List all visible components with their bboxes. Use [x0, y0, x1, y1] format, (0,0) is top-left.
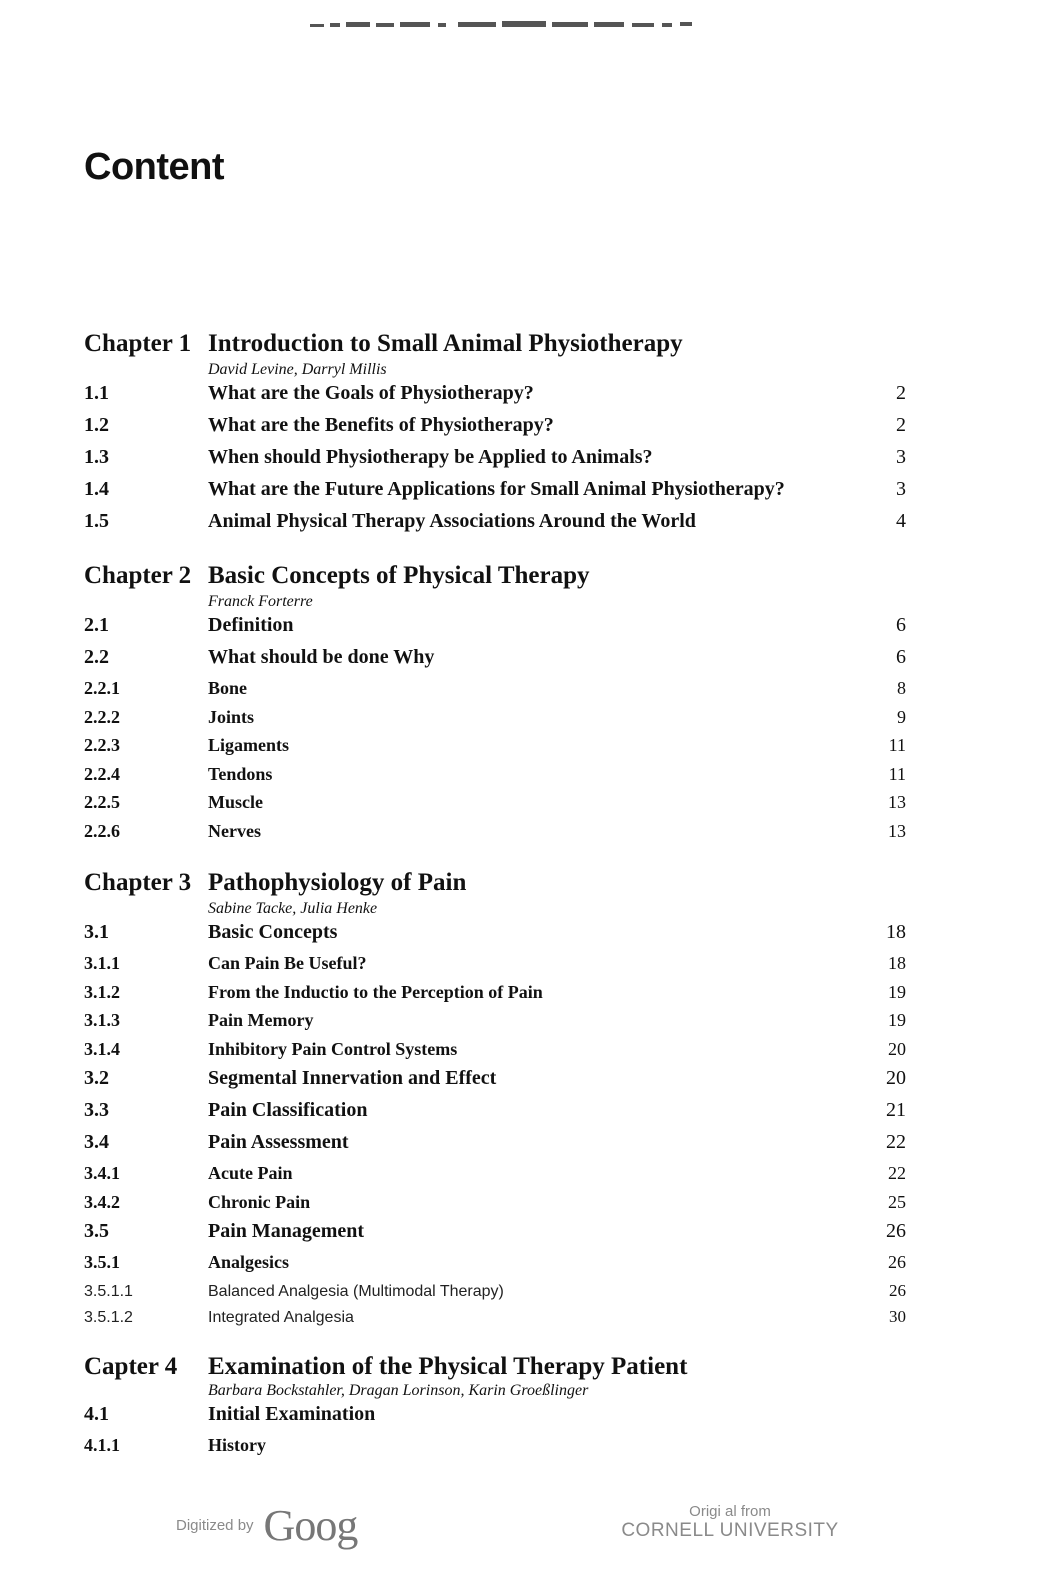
- entry-title: Basic Concepts: [208, 921, 338, 943]
- entry-number: 3.1: [84, 921, 109, 943]
- entry-title: Acute Pain: [208, 1163, 293, 1183]
- toc-entry: [84, 953, 906, 982]
- entry-page-number: 3: [896, 478, 906, 500]
- entry-title: History: [208, 1434, 266, 1455]
- entry-title: Inhibitory Pain Control Systems: [208, 1038, 458, 1059]
- entry-number: 1.2: [84, 414, 109, 436]
- entry-title: Animal Physical Therapy Associations Around the World: [208, 510, 696, 532]
- entry-title: Pain Management: [208, 1220, 365, 1242]
- entry-title: Balanced Analgesia (Multimodal Therapy): [208, 1282, 504, 1300]
- entry-number: 2.1: [84, 614, 109, 636]
- entry-page-number: 20: [888, 1038, 906, 1059]
- toc-entry: [84, 614, 906, 646]
- table-of-contents: [84, 326, 906, 1463]
- entry-page-number: 2: [896, 414, 906, 436]
- chapter-block: [84, 558, 906, 849]
- entry-number: 2.2.3: [84, 735, 120, 755]
- entry-title: Segmental Innervation and Effect: [208, 1067, 497, 1089]
- entry-page-number: 26: [886, 1220, 906, 1242]
- entry-page-number: 2: [896, 382, 906, 404]
- chapter-authors: Franck Forterre: [208, 593, 313, 610]
- entry-page-number: 13: [888, 820, 906, 841]
- toc-entry: [84, 1039, 906, 1068]
- entry-title: Integrated Analgesia: [208, 1308, 354, 1326]
- entry-number: 2.2.5: [84, 792, 120, 812]
- entry-page-number: 18: [886, 921, 906, 943]
- entry-number: 2.2.2: [84, 706, 120, 727]
- chapter-block: [84, 865, 906, 1333]
- chapter-label: Chapter 3: [84, 869, 192, 896]
- entry-page-number: 19: [888, 981, 906, 1002]
- toc-entry: [84, 1010, 906, 1039]
- toc-entry: [84, 1099, 906, 1131]
- entry-title: Muscle: [208, 792, 263, 812]
- entry-number: 3.5.1.2: [84, 1308, 133, 1326]
- entry-number: 3.1.1: [84, 953, 120, 973]
- chapter-spacer: [84, 542, 906, 558]
- chapter-authors: David Levine, Darryl Millis: [208, 361, 387, 378]
- entry-page-number: 6: [896, 646, 906, 668]
- entry-title: From the Inductio to the Perception of Pain: [208, 981, 543, 1002]
- entry-page-number: 30: [889, 1306, 906, 1326]
- entry-number: 2.2.4: [84, 763, 120, 784]
- entry-page-number: 22: [886, 1131, 906, 1153]
- toc-entry: [84, 1435, 906, 1464]
- toc-entry: [84, 1281, 906, 1307]
- digitized-brand: Goog: [263, 1501, 358, 1550]
- entry-page-number: 13: [888, 792, 906, 812]
- entry-number: 3.5: [84, 1220, 109, 1242]
- chapter-spacer: [84, 1333, 906, 1349]
- entry-number: 3.4: [84, 1131, 109, 1153]
- entry-page-number: 18: [888, 953, 906, 973]
- chapter-label: Capter 4: [84, 1352, 178, 1380]
- toc-entry: [84, 1403, 906, 1435]
- entry-title: What are the Benefits of Physiotherapy?: [208, 414, 554, 436]
- entry-title: Nerves: [208, 820, 261, 841]
- entry-number: 3.1.2: [84, 981, 120, 1002]
- entry-number: 3.4.1: [84, 1163, 120, 1183]
- entry-number: 3.2: [84, 1067, 109, 1089]
- institution-name: CORNELL UNIVERSITY: [621, 1520, 839, 1541]
- entry-title: Definition: [208, 614, 294, 636]
- chapter-block: [84, 326, 906, 542]
- chapter-label: Chapter 2: [84, 562, 192, 589]
- chapter-block: [84, 1349, 906, 1464]
- digitized-by-watermark: [176, 1500, 357, 1551]
- entry-page-number: 19: [888, 1010, 906, 1030]
- chapter-label: Chapter 1: [84, 330, 192, 357]
- entry-number: 3.3: [84, 1099, 109, 1121]
- toc-entry: [84, 764, 906, 793]
- entry-page-number: 8: [897, 678, 906, 698]
- toc-entry: [84, 382, 906, 414]
- toc-entry: [84, 1163, 906, 1192]
- toc-entry: [84, 646, 906, 678]
- toc-entry: [84, 821, 906, 850]
- entry-number: 3.1.3: [84, 1010, 120, 1030]
- entry-title: Analgesics: [208, 1252, 289, 1272]
- scan-artifact-top: [0, 16, 1050, 32]
- chapter-spacer: [84, 849, 906, 865]
- entry-title: Pain Classification: [208, 1099, 368, 1121]
- toc-entry: [84, 707, 906, 736]
- entry-title: Pain Assessment: [208, 1131, 349, 1153]
- entry-page-number: 22: [888, 1163, 906, 1183]
- digitized-label: Digitized by: [176, 1517, 254, 1534]
- entry-title: When should Physiotherapy be Applied to Animals?: [208, 446, 653, 468]
- entry-page-number: 9: [897, 706, 906, 727]
- toc-entry: [84, 446, 906, 478]
- entry-number: 4.1: [84, 1402, 109, 1425]
- entry-title: Initial Examination: [208, 1402, 376, 1425]
- entry-title: What are the Future Applications for Small Animal Physiotherapy?: [208, 478, 785, 500]
- entry-number: 3.5.1.1: [84, 1282, 133, 1300]
- entry-number: 3.4.2: [84, 1191, 120, 1212]
- chapter-title: Introduction to Small Animal Physiotherapy: [208, 330, 683, 357]
- entry-number: 2.2.6: [84, 820, 120, 841]
- entry-page-number: 3: [896, 446, 906, 468]
- toc-entry: [84, 921, 906, 953]
- entry-title: Can Pain Be Useful?: [208, 953, 367, 973]
- original-from-watermark: [620, 1503, 840, 1542]
- entry-page-number: 25: [888, 1191, 906, 1212]
- entry-page-number: 26: [888, 1252, 906, 1272]
- toc-entry: [84, 678, 906, 707]
- entry-title: Joints: [208, 706, 255, 727]
- chapter-title: Pathophysiology of Pain: [208, 869, 467, 896]
- toc-entry: [84, 1220, 906, 1252]
- toc-entry: [84, 1131, 906, 1163]
- entry-page-number: 26: [889, 1280, 906, 1300]
- chapter-title: Basic Concepts of Physical Therapy: [208, 562, 590, 589]
- entry-title: Pain Memory: [208, 1010, 314, 1030]
- entry-page-number: 6: [896, 614, 906, 636]
- toc-entry: [84, 414, 906, 446]
- entry-number: 3.5.1: [84, 1252, 120, 1272]
- entry-page-number: 11: [888, 735, 906, 755]
- toc-entry: [84, 510, 906, 542]
- chapter-title: Examination of the Physical Therapy Patient: [208, 1352, 688, 1380]
- entry-number: 1.3: [84, 446, 109, 468]
- entry-title: Tendons: [208, 763, 273, 784]
- entry-page-number: 21: [886, 1099, 906, 1121]
- entry-title: Chronic Pain: [208, 1191, 311, 1212]
- original-label: Origi al from: [689, 1503, 771, 1520]
- entry-number: 1.4: [84, 478, 109, 500]
- entry-number: 4.1.1: [84, 1434, 120, 1455]
- entry-number: 2.2: [84, 646, 109, 668]
- toc-entry: [84, 478, 906, 510]
- entry-number: 1.5: [84, 510, 109, 532]
- chapter-authors: Barbara Bockstahler, Dragan Lorinson, Karin Groeßlinger: [208, 1381, 589, 1399]
- entry-page-number: 11: [888, 763, 906, 784]
- toc-entry: [84, 1067, 906, 1099]
- entry-title: What should be done Why: [208, 646, 435, 668]
- chapter-authors: Sabine Tacke, Julia Henke: [208, 900, 378, 917]
- entry-number: 2.2.1: [84, 678, 120, 698]
- entry-title: Bone: [208, 678, 248, 698]
- toc-entry: [84, 1307, 906, 1333]
- page-title: Content: [84, 146, 225, 188]
- toc-entry: [84, 735, 906, 764]
- toc-entry: [84, 792, 906, 821]
- entry-number: 3.1.4: [84, 1038, 120, 1059]
- entry-page-number: 4: [896, 510, 906, 532]
- entry-number: 1.1: [84, 382, 109, 404]
- toc-entry: [84, 1192, 906, 1221]
- entry-title: What are the Goals of Physiotherapy?: [208, 382, 534, 404]
- toc-entry: [84, 982, 906, 1011]
- entry-page-number: 20: [886, 1067, 906, 1089]
- toc-entry: [84, 1252, 906, 1281]
- entry-title: Ligaments: [208, 735, 289, 755]
